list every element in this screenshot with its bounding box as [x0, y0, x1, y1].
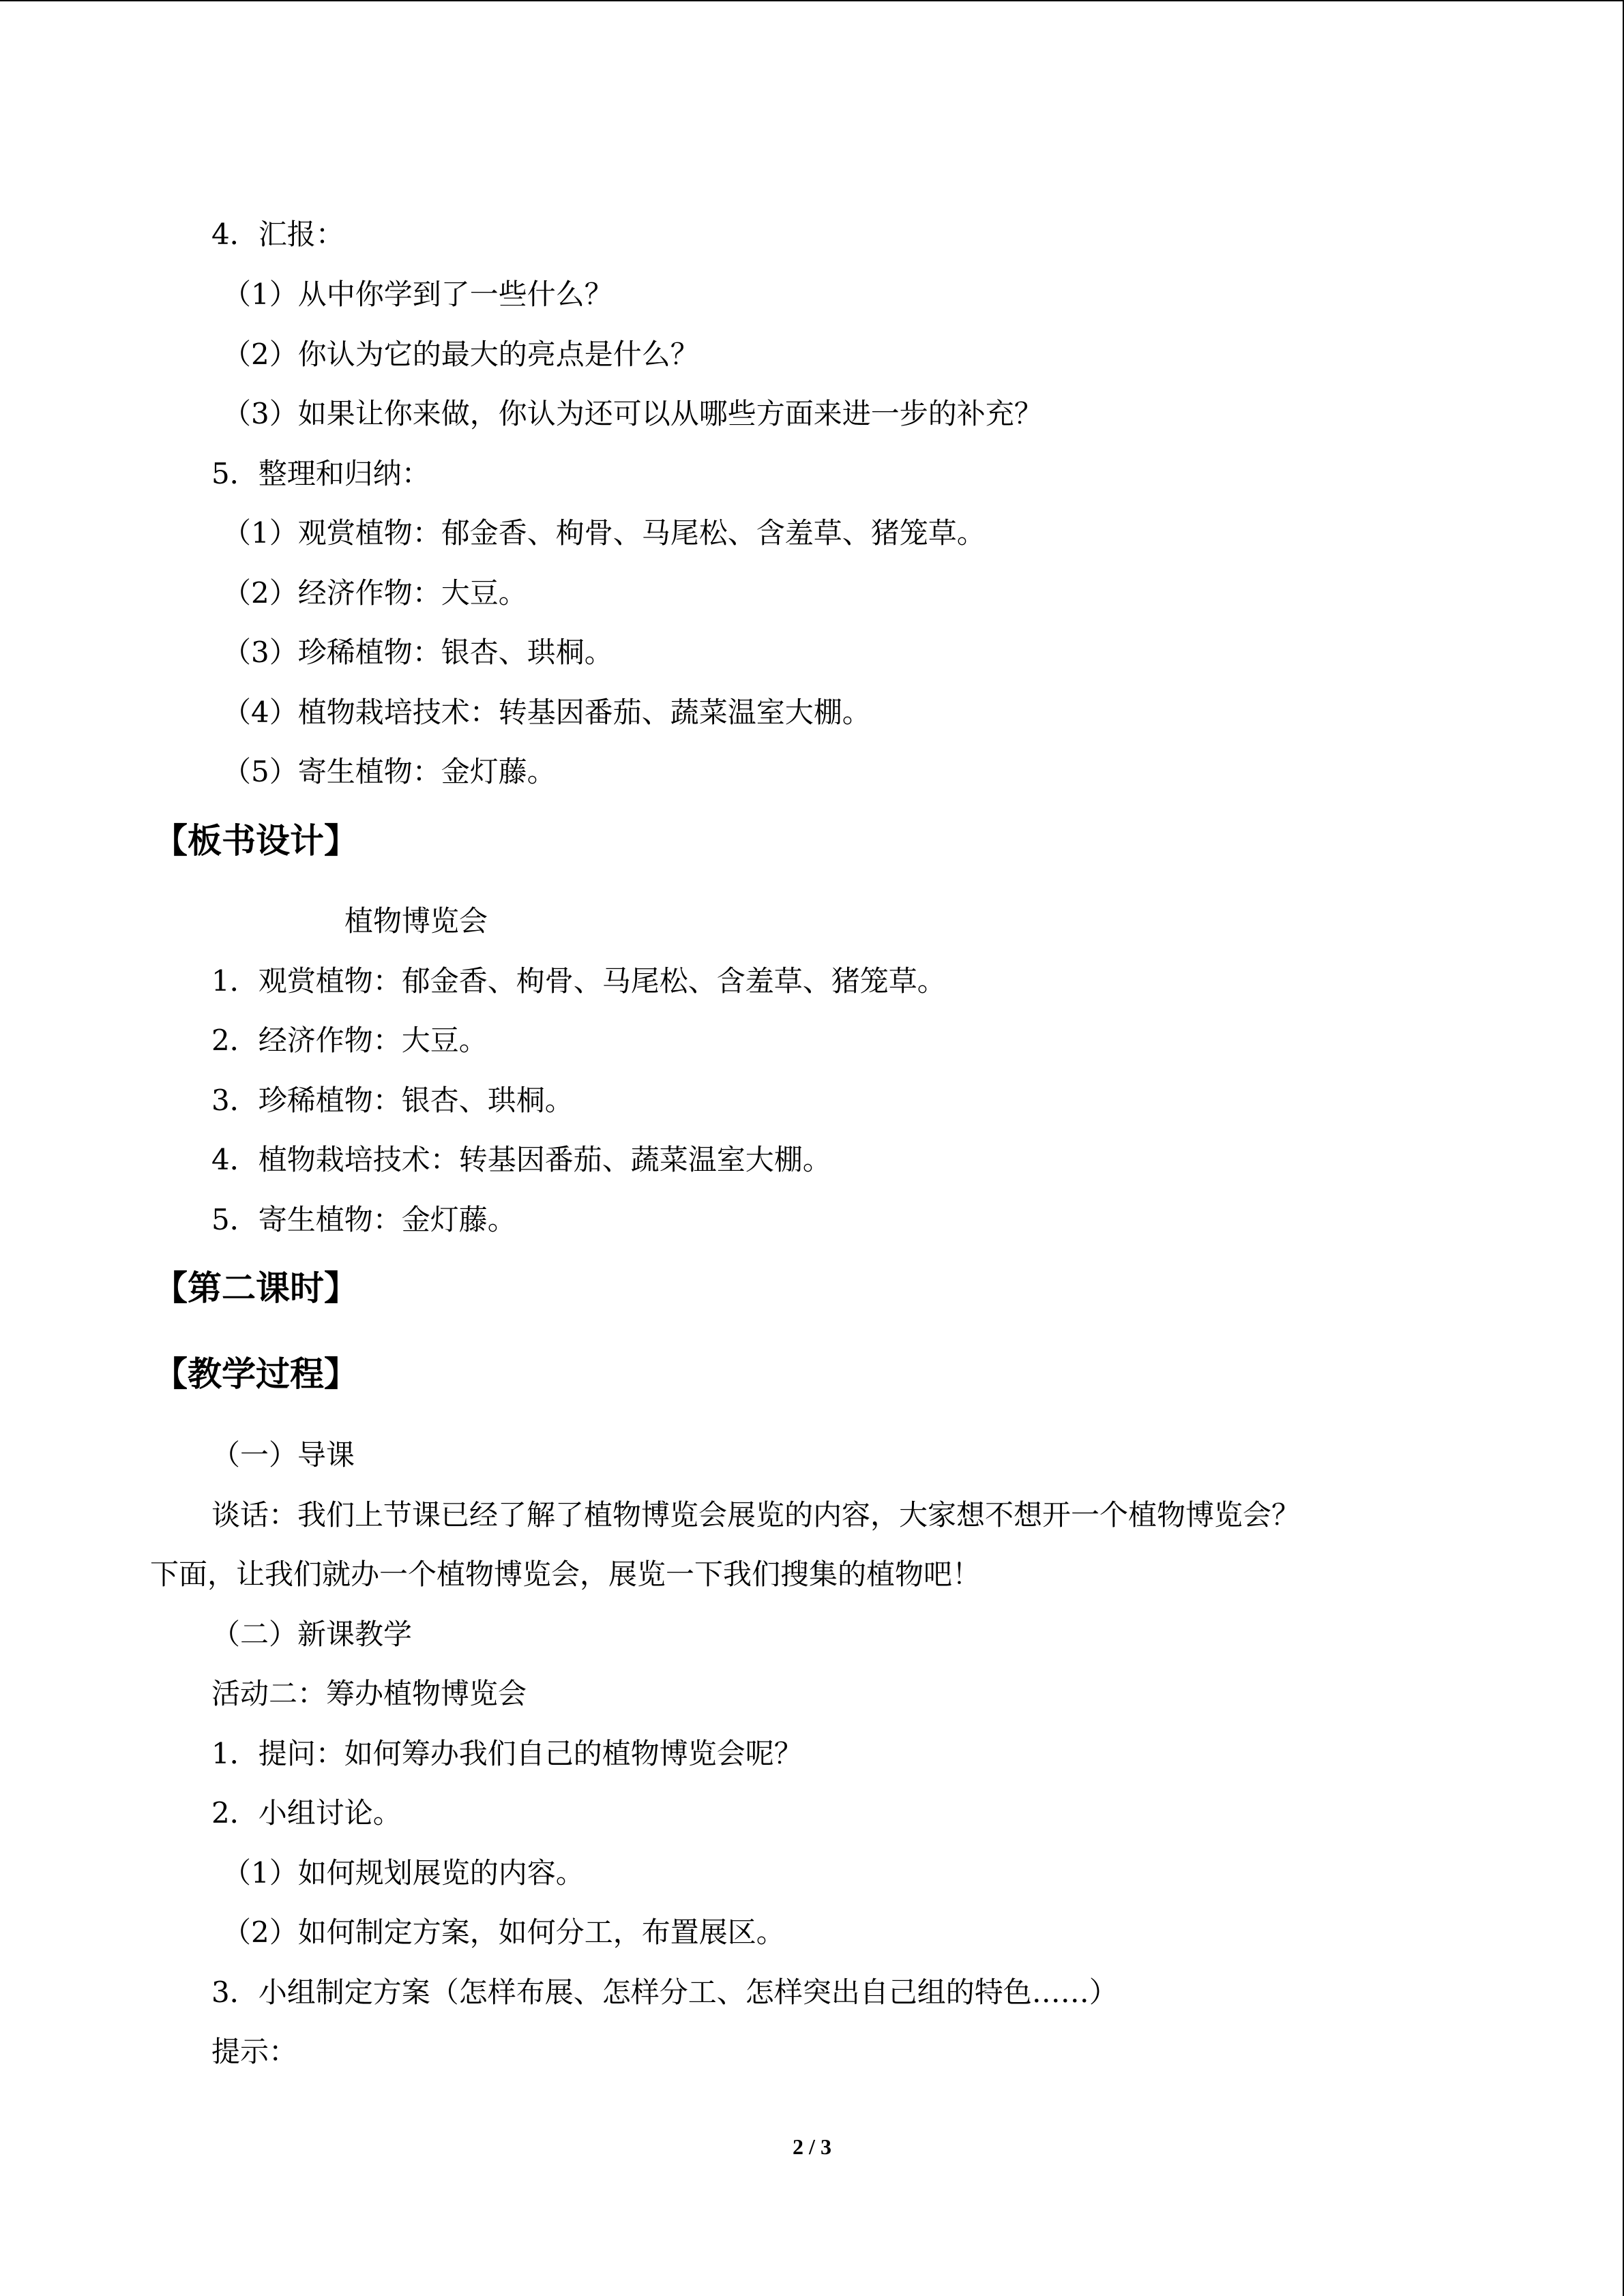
- activity-title: 活动二：筹办植物博览会: [211, 1677, 527, 1710]
- subsection-label: （一）导课: [211, 1438, 355, 1472]
- page-border-top: [0, 0, 1624, 1]
- subsection-label: （二）新课教学: [211, 1617, 413, 1651]
- section-heading-board-design: 【板书设计】: [153, 821, 358, 861]
- text-line: （1）从中你学到了一些什么？: [222, 278, 613, 311]
- text-line: （3）如果让你来做，你认为还可以从哪些方面来进一步的补充？: [222, 397, 1043, 430]
- text-line: （2）经济作物：大豆。: [222, 576, 527, 610]
- text-line: 谈话：我们上节课已经了解了植物博览会展览的内容，大家想不想开一个植物博览会？: [211, 1498, 1301, 1532]
- section-heading-second-lesson: 【第二课时】: [153, 1268, 358, 1308]
- text-line: （2）你认为它的最大的亮点是什么？: [222, 338, 699, 371]
- text-line: 2．小组讨论。: [211, 1796, 402, 1830]
- text-line: （1）观赏植物：郁金香、枸骨、马尾松、含羞草、猪笼草。: [222, 516, 986, 550]
- text-line: （1）如何规划展览的内容。: [222, 1856, 585, 1890]
- board-item: 4．植物栽培技术：转基因番茄、蔬菜温室大棚。: [211, 1143, 831, 1176]
- text-line: （5）寄生植物：金灯藤。: [222, 755, 556, 788]
- board-item: 2．经济作物：大豆。: [211, 1024, 488, 1057]
- text-line: 4．汇报：: [211, 218, 344, 251]
- page-number: 2 / 3: [793, 2134, 831, 2159]
- text-line: 提示：: [211, 2035, 298, 2068]
- board-item: 5．寄生植物：金灯藤。: [211, 1203, 516, 1236]
- text-line: 5．整理和归纳：: [211, 457, 430, 490]
- text-line: 下面，让我们就办一个植物博览会，展览一下我们搜集的植物吧！: [150, 1557, 981, 1591]
- board-item: 3．珍稀植物：银杏、珙桐。: [211, 1084, 574, 1117]
- text-line: 1．提问：如何筹办我们自己的植物博览会呢？: [211, 1737, 803, 1770]
- section-heading-teaching-process: 【教学过程】: [153, 1354, 358, 1394]
- text-line: 3．小组制定方案（怎样布展、怎样分工、怎样突出自己组的特色……）: [211, 1976, 1118, 2009]
- text-line: （3）珍稀植物：银杏、珙桐。: [222, 636, 613, 669]
- board-title: 植物博览会: [344, 904, 488, 938]
- board-item: 1．观赏植物：郁金香、枸骨、马尾松、含羞草、猪笼草。: [211, 964, 946, 998]
- text-line: （4）植物栽培技术：转基因番茄、蔬菜温室大棚。: [222, 696, 871, 729]
- text-line: （2）如何制定方案，如何分工，布置展区。: [222, 1915, 785, 1949]
